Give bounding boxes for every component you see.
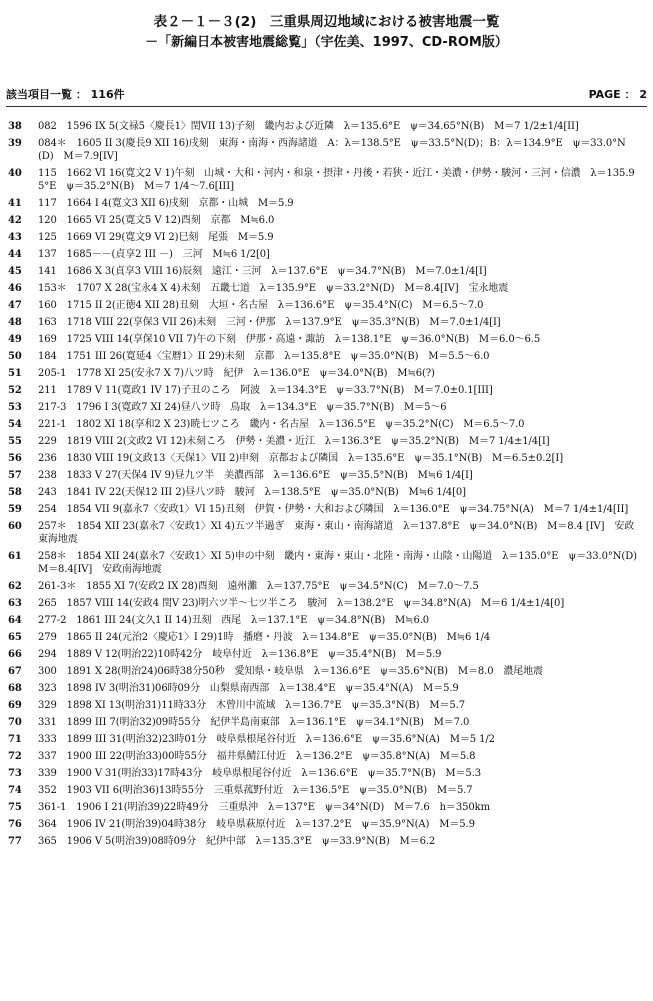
entry-number: 65 bbox=[8, 632, 22, 643]
entry-text: 184 1751 III 26(寛延4〈宝暦1〉II 29)未刻 京都 λ＝135.8°E ψ＝35.0°N(B) M＝5.5～6.0 bbox=[38, 351, 490, 362]
list-item bbox=[8, 614, 640, 627]
entry-number: 75 bbox=[8, 802, 22, 813]
entry-number: 53 bbox=[8, 402, 22, 413]
list-item bbox=[8, 299, 640, 312]
entry-text: 333 1899 III 31(明治32)23時01分 岐阜県根尾谷付近 λ＝136.6°E ψ＝35.6°N(A) M＝5 1/2 bbox=[38, 734, 495, 745]
entry-text: 258＊ 1854 XII 24(嘉永7〈安政1〉XI 5)申の中刻 畿内・東海・東山・北陸・南海・山陰・山陽道 λ＝135.0°E ψ＝33.0°N(D) M＝8.4[IV] 安政南海地震 bbox=[38, 551, 647, 575]
entry-number: 77 bbox=[8, 836, 22, 847]
entry-text: 265 1857 VIII 14(安政4 閏V 23)明六ツ半～七ツ半ころ 駿河 λ＝138.2°E ψ＝34.8°N(A) M＝6 1/4±1/4[0] bbox=[38, 598, 565, 609]
entry-text: 160 1715 II 2(正徳4 XII 28)丑刻 大垣・名古屋 λ＝136.6°E ψ＝35.4°N(C) M＝6.5～7.0 bbox=[38, 300, 484, 311]
entry-number: 70 bbox=[8, 717, 22, 728]
table-subtitle: －「新編日本被害地震総覧」（宇佐美、1997、CD-ROM版） bbox=[145, 35, 508, 50]
list-item bbox=[8, 350, 640, 363]
list-item bbox=[8, 580, 640, 593]
entry-number: 41 bbox=[8, 198, 22, 209]
entry-text: 331 1899 III 7(明治32)09時55分 紀伊半島南東部 λ＝136.1°E ψ＝34.1°N(B) M＝7.0 bbox=[38, 717, 470, 728]
entry-number: 66 bbox=[8, 649, 22, 660]
list-item bbox=[8, 503, 640, 516]
entry-number: 48 bbox=[8, 317, 22, 328]
entry-number: 69 bbox=[8, 700, 22, 711]
entry-text: 300 1891 X 28(明治24)06時38分50秒 愛知県・岐阜県 λ＝136.6°E ψ＝35.6°N(B) M＝8.0 濃尾地震 bbox=[38, 666, 543, 677]
entry-text: 153＊ 1707 X 28(宝永4 X 4)未刻 五畿七道 λ＝135.9°E ψ＝33.2°N(D) M＝8.4[IV] 宝永地震 bbox=[38, 283, 509, 294]
list-item bbox=[8, 784, 640, 797]
list-item bbox=[8, 120, 640, 133]
list-header bbox=[6, 86, 647, 102]
entry-number: 62 bbox=[8, 581, 22, 592]
list-item bbox=[8, 597, 640, 610]
entry-text: 125 1669 VI 29(寛文9 VI 2)巳刻 尾張 M＝5.9 bbox=[38, 232, 274, 243]
list-item bbox=[8, 682, 640, 695]
entry-number: 61 bbox=[8, 551, 22, 562]
entry-text: 323 1898 IV 3(明治31)06時09分 山梨県南西部 λ＝138.4°E ψ＝35.4°N(A) M＝5.9 bbox=[38, 683, 459, 694]
list-item bbox=[8, 137, 640, 163]
list-item bbox=[8, 435, 640, 448]
entry-text: 254 1854 VII 9(嘉永7〈安政1〉VI 15)丑刻 伊賀・伊勢・大和および隣国 λ＝136.0°E ψ＝34.75°N(A) M＝7 1/4±1/4[II] bbox=[38, 504, 629, 515]
page-number: PAGE ： 2 bbox=[588, 88, 647, 101]
list-item bbox=[8, 265, 640, 278]
entry-text: 236 1830 VIII 19(文政13〈天保1〉VII 2)申刻 京都および隣国 λ＝135.6°E ψ＝35.1°N(B) M＝6.5±0.2[I] bbox=[38, 453, 563, 464]
list-item bbox=[8, 418, 640, 431]
list-item bbox=[8, 469, 640, 482]
entry-number: 46 bbox=[8, 283, 22, 294]
entry-number: 72 bbox=[8, 751, 22, 762]
list-item bbox=[8, 631, 640, 644]
item-count-label: 該当項目一覧 ： 116件 bbox=[6, 88, 125, 101]
entry-text: 339 1900 V 31(明治33)17時43分 岐阜県根尾谷付近 λ＝136.6°E ψ＝35.7°N(B) M＝5.3 bbox=[38, 768, 482, 779]
entry-number: 55 bbox=[8, 436, 22, 447]
list-item bbox=[8, 282, 640, 295]
entry-text: 221-1 1802 XI 18(享和2 X 23)暁七ツころ 畿内・名古屋 λ＝136.5°E ψ＝35.2°N(C) M＝6.5～7.0 bbox=[38, 419, 525, 430]
list-item bbox=[8, 452, 640, 465]
entry-text: 141 1686 X 3(貞享3 VIII 16)辰刻 遠江・三河 λ＝137.6°E ψ＝34.7°N(B) M＝7.0±1/4[I] bbox=[38, 266, 487, 277]
entry-number: 39 bbox=[8, 138, 22, 149]
entry-text: 337 1900 III 22(明治33)00時55分 福井県鯖江付近 λ＝136.2°E ψ＝35.8°N(A) M＝5.8 bbox=[38, 751, 476, 762]
entry-number: 64 bbox=[8, 615, 22, 626]
list-item bbox=[8, 486, 640, 499]
entry-number: 54 bbox=[8, 419, 22, 430]
list-item bbox=[8, 520, 640, 546]
list-item bbox=[8, 733, 640, 746]
entry-text: 261-3＊ 1855 XI 7(安政2 IX 28)酉刻 遠州灘 λ＝137.75°E ψ＝34.5°N(C) M＝7.0～7.5 bbox=[38, 581, 479, 592]
list-item bbox=[8, 665, 640, 678]
list-item bbox=[8, 367, 640, 380]
entry-number: 52 bbox=[8, 385, 22, 396]
list-item bbox=[8, 801, 640, 814]
entry-number: 44 bbox=[8, 249, 22, 260]
entry-text: 120 1665 VI 25(寛文5 V 12)酉刻 京都 M≒6.0 bbox=[38, 215, 275, 226]
list-item bbox=[8, 214, 640, 227]
entry-text: 117 1664 I 4(寛文3 XII 6)戌刻 京都・山城 M＝5.9 bbox=[38, 198, 294, 209]
list-item bbox=[8, 333, 640, 346]
entry-text: 229 1819 VIII 2(文政2 VI 12)未刻ころ 伊勢・美濃・近江 λ＝136.3°E ψ＝35.2°N(B) M＝7 1/4±1/4[I] bbox=[38, 436, 550, 447]
entry-number: 47 bbox=[8, 300, 22, 311]
entry-text: 217-3 1796 I 3(寛政7 XI 24)昼八ツ時 鳥取 λ＝134.3°E ψ＝35.7°N(B) M＝5～6 bbox=[38, 402, 447, 413]
list-item bbox=[8, 835, 640, 848]
table-title: 表２－１－３(2) 三重県周辺地域における被害地震一覧 bbox=[153, 14, 500, 30]
list-item bbox=[8, 167, 640, 193]
entry-number: 60 bbox=[8, 521, 22, 532]
list-item bbox=[8, 401, 640, 414]
entry-text: 361-1 1906 I 21(明治39)22時49分 三重県沖 λ＝137°E ψ＝34°N(D) M＝7.6 h＝350km bbox=[38, 802, 490, 813]
list-item bbox=[8, 384, 640, 397]
entry-number: 68 bbox=[8, 683, 22, 694]
list-item bbox=[8, 197, 640, 210]
entry-number: 76 bbox=[8, 819, 22, 830]
entry-number: 40 bbox=[8, 168, 22, 179]
entry-number: 43 bbox=[8, 232, 22, 243]
entry-number: 71 bbox=[8, 734, 22, 745]
entry-text: 364 1906 IV 21(明治39)04時38分 岐阜県萩原付近 λ＝137.2°E ψ＝35.9°N(A) M＝5.9 bbox=[38, 819, 475, 830]
entry-number: 50 bbox=[8, 351, 22, 362]
list-item bbox=[8, 648, 640, 661]
entry-text: 238 1833 V 27(天保4 IV 9)昼九ツ半 美濃西部 λ＝136.6°E ψ＝35.5°N(B) M≒6 1/4[I] bbox=[38, 470, 473, 481]
entry-number: 49 bbox=[8, 334, 22, 345]
list-item bbox=[8, 699, 640, 712]
entry-text: 279 1865 II 24(元治2〈慶応1〉I 29)1時 播磨・丹波 λ＝134.8°E ψ＝35.0°N(B) M≒6 1/4 bbox=[38, 632, 491, 643]
entry-number: 74 bbox=[8, 785, 22, 796]
list-item bbox=[8, 716, 640, 729]
entry-number: 42 bbox=[8, 215, 22, 226]
list-item bbox=[8, 248, 640, 261]
earthquake-list bbox=[8, 120, 647, 852]
entry-number: 57 bbox=[8, 470, 22, 481]
entry-text: 205-1 1778 XI 25(安永7 X 7)八ツ時 紀伊 λ＝136.0°E ψ＝34.0°N(B) M≒6(?) bbox=[38, 368, 435, 379]
entry-text: 257＊ 1854 XII 23(嘉永7〈安政1〉XI 4)五ツ半過ぎ 東海・東山・南海諸道 λ＝137.8°E ψ＝34.0°N(B) M＝8.4 [IV] 安政東海地震 bbox=[38, 521, 635, 545]
entry-text: 211 1789 V 11(寛政1 IV 17)子丑のころ 阿波 λ＝134.3°E ψ＝33.7°N(B) M＝7.0±0.1[III] bbox=[38, 385, 493, 396]
list-item bbox=[8, 550, 647, 576]
entry-number: 63 bbox=[8, 598, 22, 609]
list-item bbox=[8, 818, 640, 831]
entry-text: 084＊ 1605 II 3(慶長9 XII 16)戌刻 東海・南海・西海諸道 A：λ＝138.5°E ψ＝33.5°N(D)；B：λ＝134.9°E ψ＝33.0°N(D) M＝7.9[IV] bbox=[38, 138, 626, 162]
entry-number: 73 bbox=[8, 768, 22, 779]
entry-number: 59 bbox=[8, 504, 22, 515]
entry-text: 169 1725 VIII 14(享保10 VII 7)午の下刻 伊那・高遠・諏訪 λ＝138.1°E ψ＝36.0°N(B) M＝6.0～6.5 bbox=[38, 334, 541, 345]
entry-number: 58 bbox=[8, 487, 22, 498]
entry-number: 67 bbox=[8, 666, 22, 677]
entry-text: 115 1662 VI 16(寛文2 V 1)午刻 山城・大和・河内・和泉・摂津・丹後・若狭・近江・美濃・伊勢・駿河・三河・信濃 λ＝135.95°E ψ＝35.2°N(B) M＝7 1/4～7.6[III] bbox=[38, 168, 635, 192]
entry-text: 294 1889 V 12(明治22)10時42分 岐阜付近 λ＝136.8°E ψ＝35.4°N(B) M＝5.9 bbox=[38, 649, 442, 660]
entry-number: 38 bbox=[8, 121, 22, 132]
entry-text: 277-2 1861 III 24(文久1 II 14)丑刻 西尾 λ＝137.1°E ψ＝34.8°N(B) M≒6.0 bbox=[38, 615, 430, 626]
entry-number: 45 bbox=[8, 266, 22, 277]
list-item bbox=[8, 316, 640, 329]
header-divider bbox=[6, 106, 647, 107]
entry-number: 51 bbox=[8, 368, 22, 379]
entry-text: 365 1906 V 5(明治39)08時09分 紀伊中部 λ＝135.3°E ψ＝33.9°N(B) M＝6.2 bbox=[38, 836, 436, 847]
list-item bbox=[8, 767, 640, 780]
entry-number: 56 bbox=[8, 453, 22, 464]
entry-text: 352 1903 VII 6(明治36)13時55分 三重県菰野付近 λ＝136.5°E ψ＝35.0°N(B) M＝5.7 bbox=[38, 785, 473, 796]
entry-text: 329 1898 XI 13(明治31)11時33分 木曾川中流域 λ＝136.7°E ψ＝35.3°N(B) M＝5.7 bbox=[38, 700, 465, 711]
entry-text: 082 1596 IX 5(文禄5〈慶長1〉閏VII 13)子刻 畿内および近隣 λ＝135.6°E ψ＝34.65°N(B) M＝7 1/2±1/4[II] bbox=[38, 121, 579, 132]
entry-text: 243 1841 IV 22(天保12 III 2)昼八ツ時 駿河 λ＝138.5°E ψ＝35.0°N(B) M≒6 1/4[0] bbox=[38, 487, 466, 498]
entry-text: 137 1685－－(貞享2 III －) 三河 M≒6 1/2[0] bbox=[38, 249, 270, 260]
list-item bbox=[8, 750, 640, 763]
entry-text: 163 1718 VIII 22(享保3 VII 26)未刻 三河・伊那 λ＝137.9°E ψ＝35.3°N(B) M＝7.0±1/4[I] bbox=[38, 317, 501, 328]
list-item bbox=[8, 231, 640, 244]
